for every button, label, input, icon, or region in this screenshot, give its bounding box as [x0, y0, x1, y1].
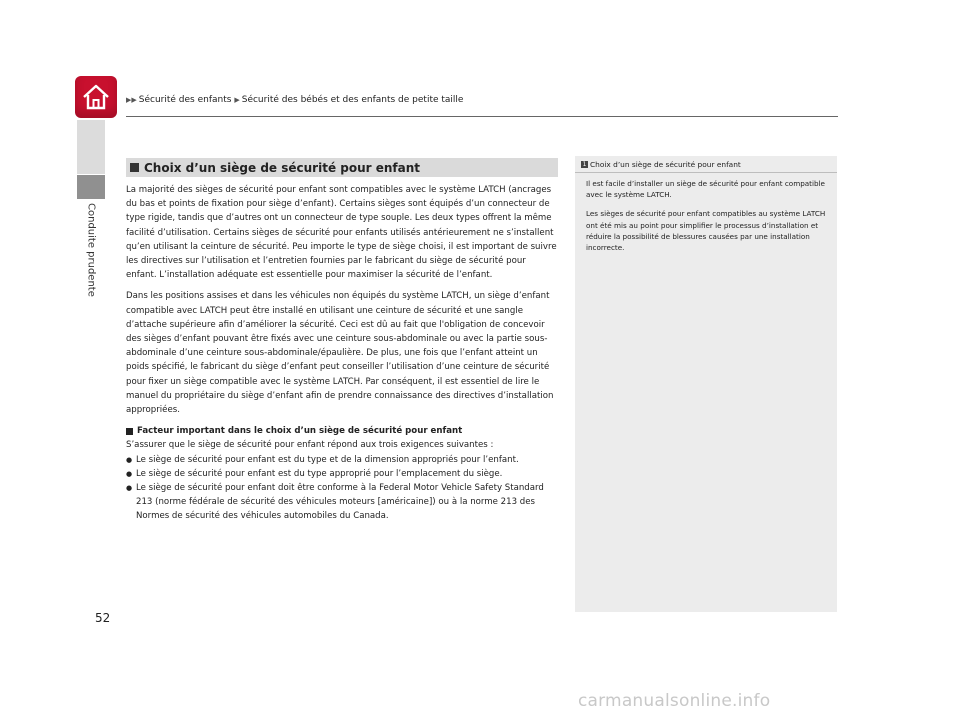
- breadcrumb-item[interactable]: Sécurité des enfants: [138, 95, 232, 105]
- chevron-right-icon: ▶▶: [126, 96, 137, 104]
- header-divider: [126, 116, 838, 117]
- side-note-title: Choix d’un siège de sécurité pour enfant: [590, 160, 741, 169]
- side-note-paragraph: Il est facile d’installer un siège de sécurité pour enfant compatible avec le système LATCH.: [586, 179, 825, 200]
- main-content: [126, 183, 558, 524]
- breadcrumb: [126, 95, 463, 105]
- paragraph: La majorité des sièges de sécurité pour enfant sont compatibles avec le système LATCH (ancrages du bas et points de fixation pour siège d’enfant). Certains sièges sont équipés d’un connecteur de type rigide, tandis que d’autres ont un connecteur de type souple. Les deux types offrent la même facilité d’utilisation. Certains sièges de sécurité pour enfants utilisés antérieurement ne s’installent qu’en utilisant la ceinture de sécurité. Peu importe le type de siège choisi, il est important de suivre les directives sur l’utilisation et l’entretien fournies par le fabricant du siège de sécurité pour enfant. L’installation adéquate est essentielle pour maximiser la sécurité de l’enfant.: [126, 185, 557, 281]
- page-number: 52: [95, 611, 111, 625]
- watermark: carmanualsonline.info: [578, 691, 771, 711]
- side-note-paragraph: Les sièges de sécurité pour enfant compatibles au système LATCH ont été mis au point pour simplifier le processus d’installation et réduire la possibilité de blessures causées par une installation incorrecte.: [586, 209, 826, 253]
- requirements-list: [126, 453, 558, 524]
- list-item: ● Le siège de sécurité pour enfant est du type approprié pour l’emplacement du siège.: [126, 467, 558, 481]
- side-note-header: [575, 156, 837, 173]
- requirements-intro: S’assurer que le siège de sécurité pour enfant répond aux trois exigences suivantes :: [126, 440, 494, 451]
- sidebar-tab-blank: [77, 120, 105, 174]
- square-bullet-icon: [126, 428, 133, 435]
- chevron-right-icon: ▶: [234, 96, 240, 104]
- subheading: [126, 424, 558, 438]
- side-note-panel: [575, 156, 837, 612]
- section-title: Choix d’un siège de sécurité pour enfant: [144, 160, 421, 175]
- list-item: ● Le siège de sécurité pour enfant est du type et de la dimension appropriés pour l’enfant.: [126, 453, 558, 467]
- square-bullet-icon: [130, 163, 139, 172]
- sidebar-tab-active[interactable]: [77, 175, 105, 199]
- sidebar-chapter-label: Conduite prudente: [85, 203, 97, 297]
- home-button[interactable]: [75, 76, 117, 118]
- subheading-text: Facteur important dans le choix d’un siège de sécurité pour enfant: [137, 426, 463, 437]
- home-icon: [81, 83, 111, 111]
- note-number-badge: 1: [582, 161, 587, 168]
- side-note-body: [575, 173, 837, 253]
- section-heading-bar: [126, 158, 558, 177]
- breadcrumb-item[interactable]: Sécurité des bébés et des enfants de petite taille: [241, 95, 464, 105]
- paragraph: Dans les positions assises et dans les véhicules non équipés du système LATCH, un siège d’enfant compatible avec LATCH peut être installé en utilisant une ceinture de sécurité et une sangle d’attache supérieure afin d’améliorer la sécurité. Ceci est dû au fait que l'obligation de concevoir des sièges d’enfant pouvant être fixés avec une ceinture sous-abdominale ou avec la partie sous-abdominale d’une ceinture sous-abdominale/épaulière. De plus, une fois que l’enfant atteint un poids spécifié, le fabricant du siège d’enfant peut conseiller l’utilisation d’une ceinture de sécurité pour fixer un siège compatible avec le système LATCH. Par conséquent, il est essentiel de lire le manuel du propriétaire du siège d’enfant afin de prendre connaissance des directives d’installation appropriées.: [126, 291, 554, 416]
- list-item: ● Le siège de sécurité pour enfant doit être conforme à la Federal Motor Vehicle Safety Standard 213 (norme fédérale de sécurité des véhicules moteurs [américaine]) ou à la norme 213 des Normes de sécurité des véhicules automobiles du Canada.: [126, 481, 558, 524]
